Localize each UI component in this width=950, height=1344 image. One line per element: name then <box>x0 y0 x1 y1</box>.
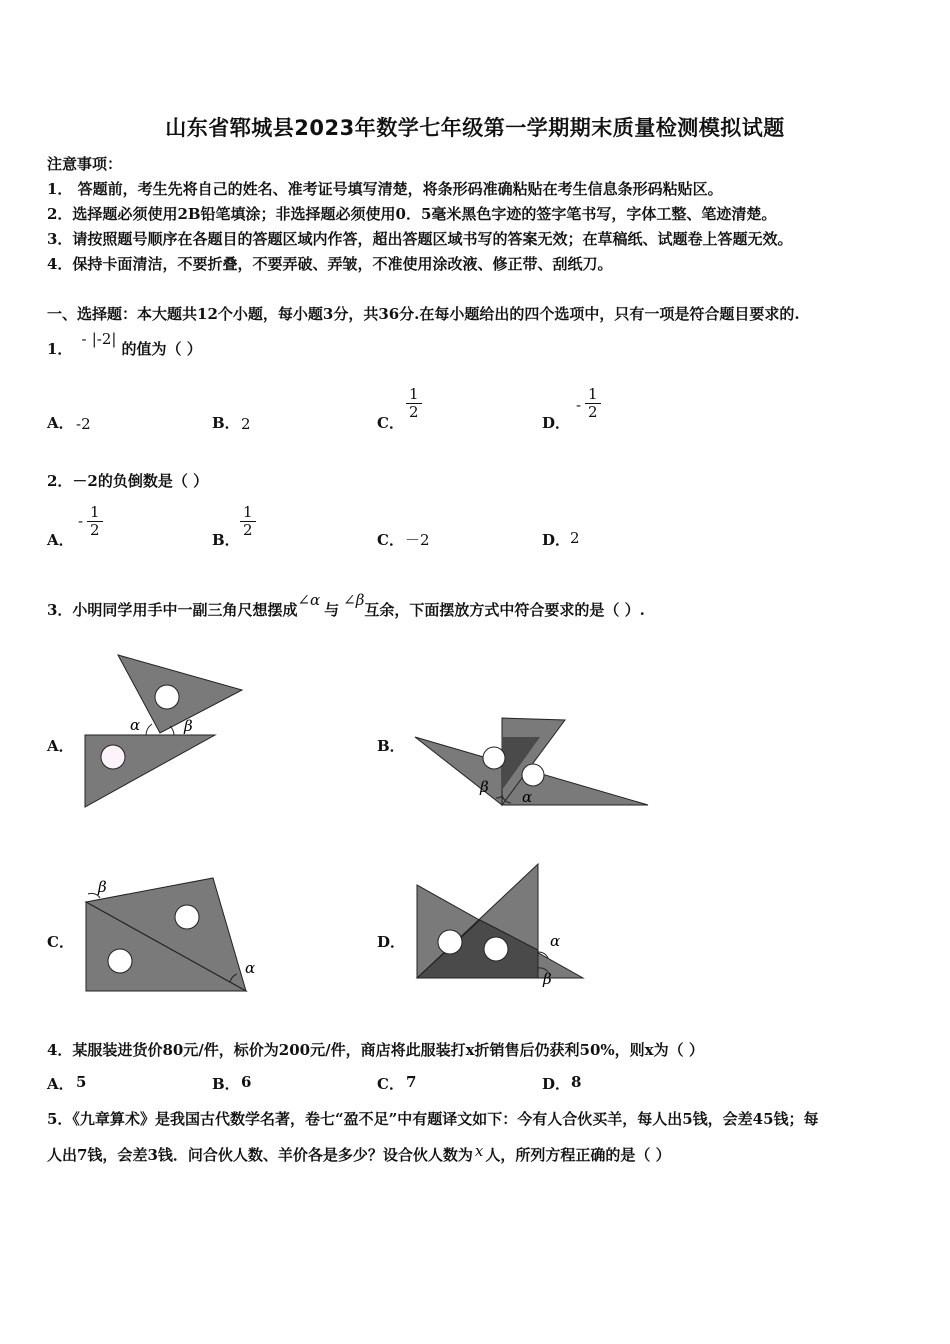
option-value: 8 <box>571 1073 582 1091</box>
notice-item: 1． 答题前，考生先将自己的姓名、准考证号填写清楚，将条形码准确粘贴在考生信息条形码粘贴区。 <box>47 180 723 198</box>
angle-beta: ∠β <box>343 591 365 609</box>
section-heading: 一、选择题：本大题共12个小题，每小题3分，共36分.在每小题给出的四个选项中，只有一项是符合题目要求的. <box>47 305 800 323</box>
option-label: A． <box>47 737 74 755</box>
angle-arc <box>146 724 152 735</box>
fraction <box>585 386 601 421</box>
option-label: D． <box>377 933 406 951</box>
option-label: B． <box>377 737 405 755</box>
fraction <box>240 504 256 539</box>
numerator: 1 <box>585 386 601 404</box>
option-label: C． <box>47 933 74 951</box>
question-text: 人出7钱，会差3钱．问合伙人数、羊价各是多少？设合伙人数为 <box>47 1146 473 1164</box>
option-value: 7 <box>406 1073 417 1091</box>
beta-label: β <box>480 778 489 796</box>
page-title: 山东省郓城县2023年数学七年级第一学期期末质量检测模拟试题 <box>165 116 785 140</box>
option-value: 2 <box>570 529 580 547</box>
question-3 <box>47 591 645 620</box>
angle-alpha: ∠α <box>297 591 321 609</box>
option-label: D． <box>542 414 571 432</box>
figure-a <box>80 650 250 810</box>
hole-circle <box>484 937 508 961</box>
numerator: 1 <box>87 504 103 522</box>
option-label: D． <box>542 531 571 549</box>
fraction <box>87 504 103 539</box>
option-label: D． <box>542 1075 571 1093</box>
question-1 <box>47 330 202 359</box>
beta-label: β <box>543 970 552 988</box>
question-number: 1． <box>47 340 73 358</box>
numerator: 1 <box>240 504 256 522</box>
figure-d <box>410 860 590 990</box>
question-4: 4．某服装进货价80元/件，标价为200元/件，商店将此服装打x折销售后仍获利50%，则x为（ ） <box>47 1041 704 1059</box>
hole-circle <box>101 745 125 769</box>
option-label: C． <box>377 1075 404 1093</box>
hole-circle <box>155 685 179 709</box>
option-label: A． <box>47 531 74 549</box>
angle-arc <box>170 726 174 735</box>
option-value: -2 <box>76 415 91 433</box>
question-2: 2．－2的负倒数是（ ） <box>47 472 209 490</box>
question-text: 3．小明同学用手中一副三角尺想摆成 <box>47 601 298 619</box>
question-text: 互余，下面摆放方式中符合要求的是（ ）. <box>364 601 645 619</box>
numerator: 1 <box>406 386 422 404</box>
alpha-label: α <box>130 716 141 734</box>
option-value: －2 <box>405 531 430 549</box>
hole-circle <box>438 930 462 954</box>
hole-circle <box>175 905 199 929</box>
notice-item: 3．请按照题号顺序在各题目的答题区域内作答，超出答题区域书写的答案无效；在草稿纸、试题卷上答题无效。 <box>47 230 793 248</box>
question-text: 的值为（ ） <box>121 340 202 358</box>
notice-item: 4．保持卡面清洁，不要折叠，不要弄破、弄皱，不准使用涂改液、修正带、刮纸刀。 <box>47 255 613 273</box>
option-sign: - <box>576 396 582 414</box>
denominator: 2 <box>409 403 419 421</box>
beta-label: β <box>184 717 193 735</box>
option-label: A． <box>47 1075 74 1093</box>
triangle-lower <box>85 735 215 807</box>
option-label: B． <box>212 414 240 432</box>
alpha-label: α <box>245 959 256 977</box>
hole-circle <box>522 764 544 786</box>
denominator: 2 <box>243 521 253 539</box>
variable: x <box>474 1142 484 1160</box>
alpha-label: α <box>522 788 533 806</box>
expr-abs: |-2| <box>91 330 117 348</box>
option-label: C． <box>377 531 404 549</box>
figure-b <box>410 710 655 810</box>
alpha-label: α <box>550 932 561 950</box>
expr-minus: - <box>81 330 87 348</box>
fraction <box>406 386 422 421</box>
option-label: C． <box>377 414 404 432</box>
notice-heading: 注意事项： <box>47 155 123 173</box>
option-value: 6 <box>241 1073 252 1091</box>
question-text: 人，所列方程正确的是（ ） <box>485 1146 671 1164</box>
question-5-line2 <box>47 1144 671 1165</box>
hole-circle <box>483 747 505 769</box>
hole-circle <box>108 949 132 973</box>
question-text: 与 <box>324 601 340 619</box>
option-label: B． <box>212 531 240 549</box>
notice-item: 2．选择题必须使用2B铅笔填涂；非选择题必须使用0．5毫米黑色字迹的签字笔书写，字体工整、笔迹清楚。 <box>47 205 777 223</box>
option-sign: - <box>78 512 84 530</box>
option-label: B． <box>212 1075 240 1093</box>
question-5-line1: 5．《九章算术》是我国古代数学名著，卷七“盈不足”中有题译文如下：今有人合伙买羊，每人出5钱，会差45钱；每 <box>47 1110 819 1128</box>
denominator: 2 <box>90 521 100 539</box>
denominator: 2 <box>588 403 598 421</box>
option-value: 5 <box>76 1073 87 1091</box>
option-value: 2 <box>241 415 251 433</box>
option-label: A． <box>47 414 74 432</box>
beta-label: β <box>98 878 107 896</box>
figure-c <box>80 870 270 995</box>
